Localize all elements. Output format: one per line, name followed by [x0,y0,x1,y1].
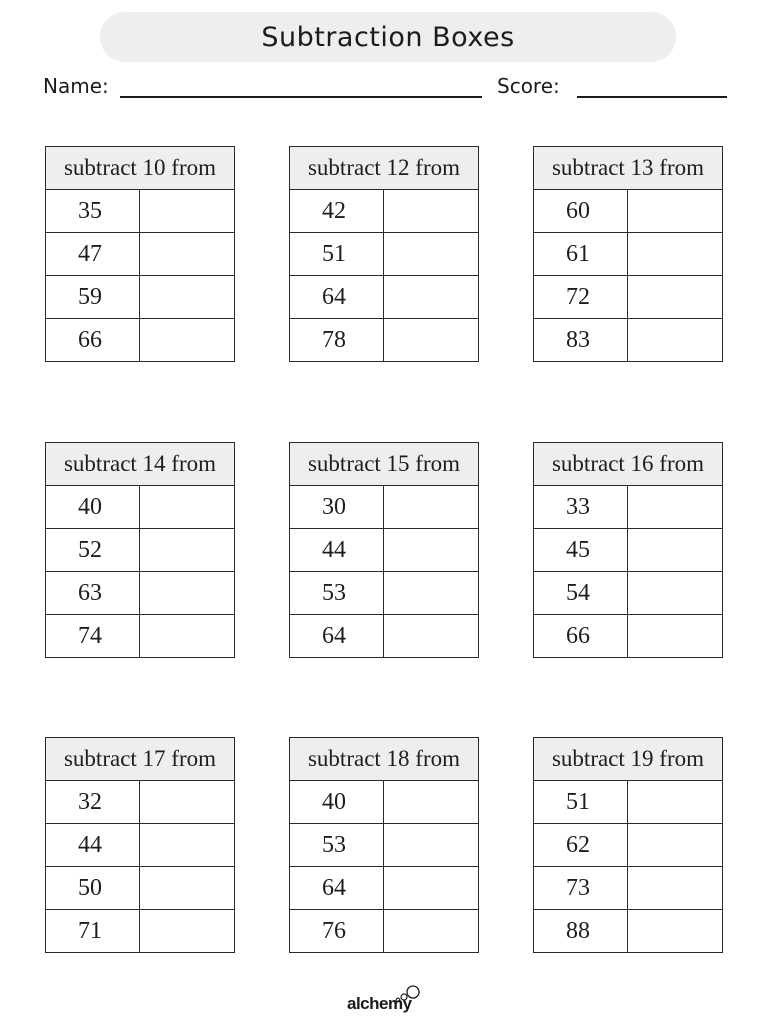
answer-cell[interactable] [384,867,479,910]
answer-cell[interactable] [140,319,235,362]
answer-cell[interactable] [384,824,479,867]
answer-cell[interactable] [628,529,723,572]
start-number: 64 [290,867,384,910]
box-header: subtract 14 from [46,443,235,486]
start-number: 71 [46,910,140,953]
answer-cell[interactable] [140,276,235,319]
answer-cell[interactable] [140,867,235,910]
start-number: 51 [290,233,384,276]
start-number: 51 [534,781,628,824]
start-number: 54 [534,572,628,615]
answer-cell[interactable] [628,615,723,658]
start-number: 50 [46,867,140,910]
box-header: subtract 12 from [290,147,479,190]
start-number: 44 [290,529,384,572]
answer-cell[interactable] [628,233,723,276]
bubbles-icon [393,984,425,1004]
answer-cell[interactable] [628,572,723,615]
start-number: 74 [46,615,140,658]
box-header: subtract 17 from [46,738,235,781]
start-number: 30 [290,486,384,529]
answer-cell[interactable] [628,319,723,362]
start-number: 53 [290,572,384,615]
start-number: 83 [534,319,628,362]
subtraction-box [45,737,235,953]
answer-cell[interactable] [384,615,479,658]
answer-cell[interactable] [384,319,479,362]
answer-cell[interactable] [140,233,235,276]
start-number: 59 [46,276,140,319]
score-field[interactable] [577,96,727,98]
subtraction-box [533,146,723,362]
answer-cell[interactable] [384,233,479,276]
start-number: 62 [534,824,628,867]
start-number: 42 [290,190,384,233]
start-number: 60 [534,190,628,233]
start-number: 78 [290,319,384,362]
box-header: subtract 13 from [534,147,723,190]
start-number: 45 [534,529,628,572]
subtraction-box [45,146,235,362]
answer-cell[interactable] [140,486,235,529]
start-number: 35 [46,190,140,233]
page-title: Subtraction Boxes [261,21,515,53]
start-number: 63 [46,572,140,615]
start-number: 72 [534,276,628,319]
start-number: 40 [290,781,384,824]
start-number: 44 [46,824,140,867]
box-header: subtract 10 from [46,147,235,190]
start-number: 66 [534,615,628,658]
answer-cell[interactable] [628,781,723,824]
answer-cell[interactable] [628,824,723,867]
box-header: subtract 18 from [290,738,479,781]
answer-cell[interactable] [384,190,479,233]
answer-cell[interactable] [140,529,235,572]
answer-cell[interactable] [140,781,235,824]
answer-cell[interactable] [140,824,235,867]
alchemy-logo [345,984,425,1018]
answer-cell[interactable] [628,486,723,529]
start-number: 61 [534,233,628,276]
start-number: 33 [534,486,628,529]
start-number: 47 [46,233,140,276]
answer-cell[interactable] [384,486,479,529]
answer-cell[interactable] [628,867,723,910]
answer-cell[interactable] [384,781,479,824]
box-header: subtract 16 from [534,443,723,486]
answer-cell[interactable] [628,910,723,953]
start-number: 88 [534,910,628,953]
box-header: subtract 15 from [290,443,479,486]
logo-text: alchemy [347,994,412,1013]
start-number: 64 [290,276,384,319]
answer-cell[interactable] [140,615,235,658]
subtraction-box [533,442,723,658]
start-number: 64 [290,615,384,658]
answer-cell[interactable] [140,190,235,233]
start-number: 52 [46,529,140,572]
answer-cell[interactable] [628,276,723,319]
start-number: 40 [46,486,140,529]
subtraction-box [289,442,479,658]
answer-cell[interactable] [384,276,479,319]
name-field[interactable] [120,96,482,98]
answer-cell[interactable] [140,572,235,615]
name-label: Name: [43,74,109,98]
subtraction-box [45,442,235,658]
answer-cell[interactable] [140,910,235,953]
subtraction-box [533,737,723,953]
answer-cell[interactable] [384,529,479,572]
answer-cell[interactable] [384,910,479,953]
answer-cell[interactable] [384,572,479,615]
start-number: 73 [534,867,628,910]
title-banner [100,12,676,62]
start-number: 32 [46,781,140,824]
subtraction-box [289,737,479,953]
answer-cell[interactable] [628,190,723,233]
name-score-row [43,72,733,102]
score-label: Score: [497,74,560,98]
subtraction-box [289,146,479,362]
start-number: 76 [290,910,384,953]
start-number: 53 [290,824,384,867]
start-number: 66 [46,319,140,362]
box-header: subtract 19 from [534,738,723,781]
